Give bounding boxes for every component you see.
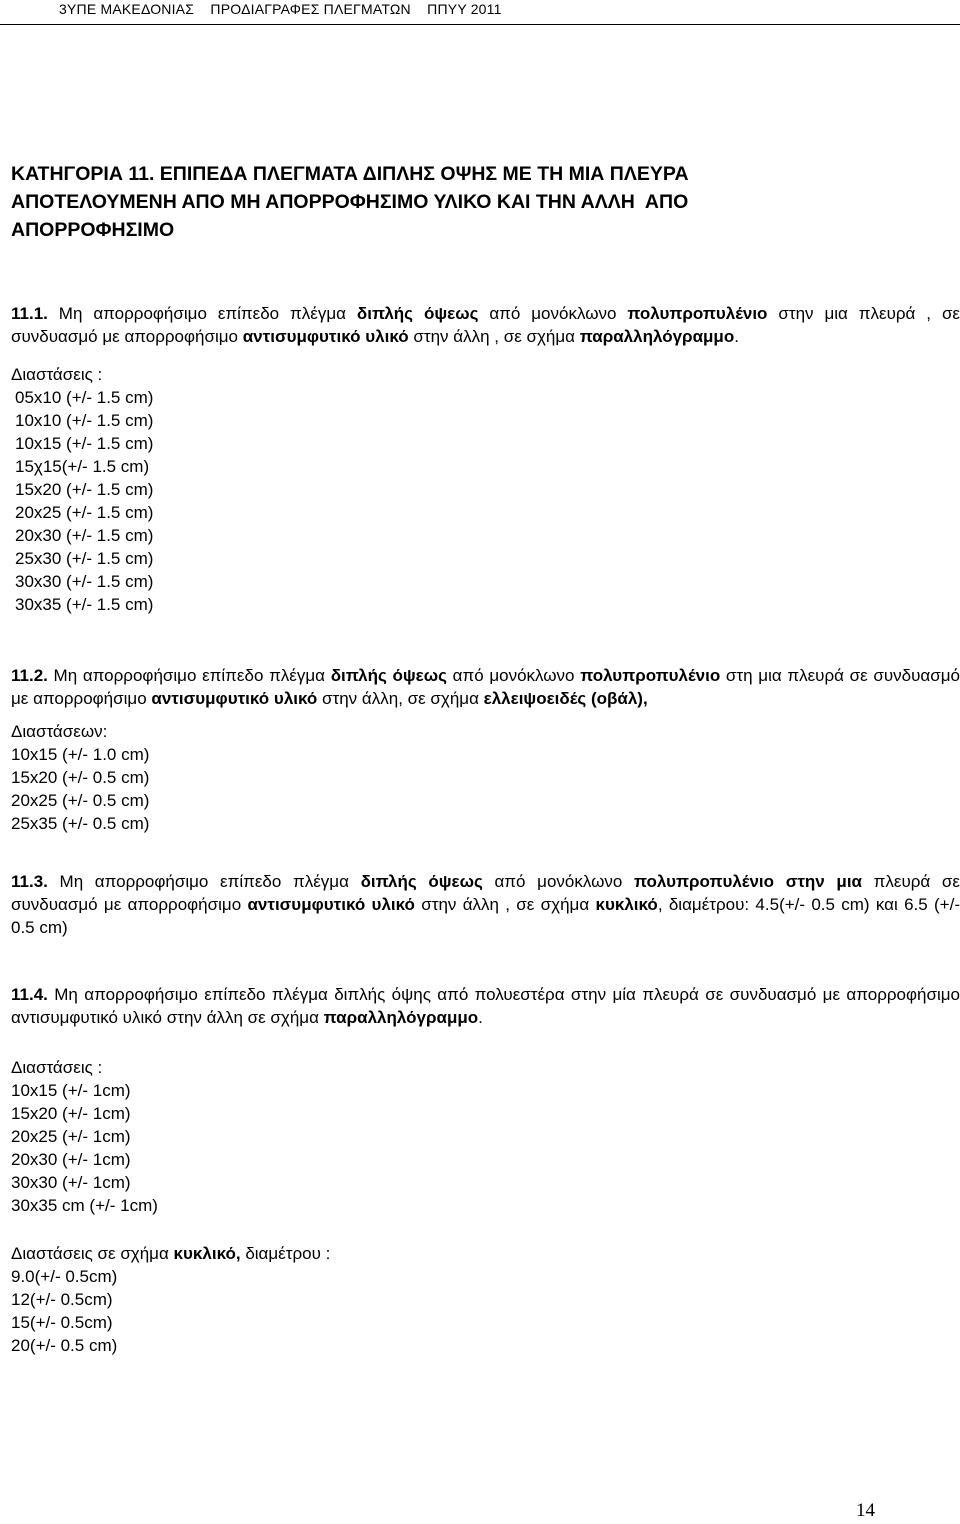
- dimension-item: 10x15 (+/- 1cm): [11, 1081, 131, 1100]
- section-11-1-text: 11.1. Μη απορροφήσιμο επίπεδο πλέγμα διπλής όψεως από μονόκλωνο πολυπροπυλένιο στην μια πλευρά , σε συνδυασμό με απορροφήσιμο αντισυμφυτικό υλικό στην άλλη , σε σχήμα παραλληλόγραμμο.: [11, 304, 960, 346]
- category-title: [11, 160, 911, 244]
- dimension-item: 05x10 (+/- 1.5 cm): [15, 388, 154, 407]
- circular-dimensions-label: Διαστάσεις σε σχήμα κυκλικό, διαμέτρου :: [11, 1244, 331, 1263]
- section-number: 11.4.: [11, 985, 48, 1004]
- section-11-3-text: 11.3. Μη απορροφήσιμο επίπεδο πλέγμα διπλής όψεως από μονόκλωνο πολυπροπυλένιο στην μια πλευρά σε συνδυασμό με απορροφήσιμο αντισυμφυτικό υλικό στην άλλη , σε σχήμα κυκλικό, διαμέτρου: 4.5(+/- 0.5 cm) και 6.5 (+/- 0.5 cm): [11, 872, 960, 937]
- dimension-item: 30x30 (+/- 1cm): [11, 1173, 131, 1192]
- title-line-1: ΚΑΤΗΓΟΡΙΑ 11. ΕΠΙΠΕΔΑ ΠΛΕΓΜΑΤΑ ΔΙΠΛΗΣ ΟΨΗΣ ΜΕ ΤΗ ΜΙΑ ΠΛΕΥΡΑ: [11, 163, 689, 185]
- dimensions-label: Διαστάσεις :: [11, 365, 103, 384]
- section-11-1: [11, 302, 960, 616]
- section-11-4-text: 11.4. Μη απορροφήσιμο επίπεδο πλέγμα διπλής όψης από πολυεστέρα στην μία πλευρά σε συνδυασμό με απορροφήσιμο αντισυμφυτικό υλικό στην άλλη σε σχήμα παραλληλόγραμμο.: [11, 985, 960, 1027]
- dimensions-label: Διαστάσεων:: [11, 722, 108, 741]
- dimension-item: 15(+/- 0.5cm): [11, 1313, 113, 1332]
- dimension-item: 10x15 (+/- 1.5 cm): [15, 434, 154, 453]
- dimensions-list: [11, 386, 960, 616]
- dimension-item: 10x15 (+/- 1.0 cm): [11, 745, 150, 764]
- dimension-item: 15x20 (+/- 0.5 cm): [11, 768, 150, 787]
- section-11-2: [11, 664, 960, 835]
- dimension-item: 20x25 (+/- 1cm): [11, 1127, 131, 1146]
- circular-dimensions-list: [11, 1265, 960, 1357]
- dimension-item: 30x30 (+/- 1.5 cm): [15, 572, 154, 591]
- dimension-item: 9.0(+/- 0.5cm): [11, 1267, 118, 1286]
- dimension-item: 25x35 (+/- 0.5 cm): [11, 814, 150, 833]
- dimensions-list: [11, 743, 960, 835]
- dimension-item: 20x30 (+/- 1.5 cm): [15, 526, 154, 545]
- dimension-item: 20x25 (+/- 1.5 cm): [15, 503, 154, 522]
- dimension-item: 20x30 (+/- 1cm): [11, 1150, 131, 1169]
- dimension-item: 15χ15(+/- 1.5 cm): [15, 457, 150, 476]
- dimensions-label: Διαστάσεις :: [11, 1058, 103, 1077]
- dimension-item: 25x30 (+/- 1.5 cm): [15, 549, 154, 568]
- dimension-item: 10x10 (+/- 1.5 cm): [15, 411, 154, 430]
- title-line-3: ΑΠΟΡΡΟΦΗΣΙΜΟ: [11, 219, 175, 241]
- header-text: 3ΥΠΕ ΜΑΚΕΔΟΝΙΑΣ ΠΡΟΔΙΑΓΡΑΦΕΣ ΠΛΕΓΜΑΤΩΝ ΠΠΥΥ 2011: [59, 1, 502, 17]
- section-number: 11.1.: [11, 304, 48, 323]
- dimension-item: 20x25 (+/- 0.5 cm): [11, 791, 150, 810]
- section-11-3: [11, 870, 960, 939]
- title-line-2: ΑΠΟΤΕΛΟΥΜΕΝΗ ΑΠΟ ΜΗ ΑΠΟΡΡΟΦΗΣΙΜΟ ΥΛΙΚΟ ΚΑΙ ΤΗΝ ΑΛΛΗ ΑΠΟ: [11, 191, 689, 213]
- section-number: 11.3.: [11, 872, 48, 891]
- dimension-item: 20(+/- 0.5 cm): [11, 1336, 118, 1355]
- dimension-item: 30x35 (+/- 1.5 cm): [15, 595, 154, 614]
- dimension-item: 30x35 cm (+/- 1cm): [11, 1196, 158, 1215]
- section-11-4: [11, 983, 960, 1357]
- dimension-item: 15x20 (+/- 1cm): [11, 1104, 131, 1123]
- dimensions-list: [11, 1079, 960, 1217]
- section-11-2-text: 11.2. Μη απορροφήσιμο επίπεδο πλέγμα διπλής όψεως από μονόκλωνο πολυπροπυλένιο στη μια πλευρά σε συνδυασμό με απορροφήσιμο αντισυμφυτικό υλικό στην άλλη, σε σχήμα ελλειψοειδές (οβάλ),: [11, 666, 960, 708]
- page-number: 14: [856, 1500, 875, 1521]
- dimension-item: 12(+/- 0.5cm): [11, 1290, 113, 1309]
- dimension-item: 15x20 (+/- 1.5 cm): [15, 480, 154, 499]
- section-number: 11.2.: [11, 666, 48, 685]
- page-header: [0, 0, 960, 25]
